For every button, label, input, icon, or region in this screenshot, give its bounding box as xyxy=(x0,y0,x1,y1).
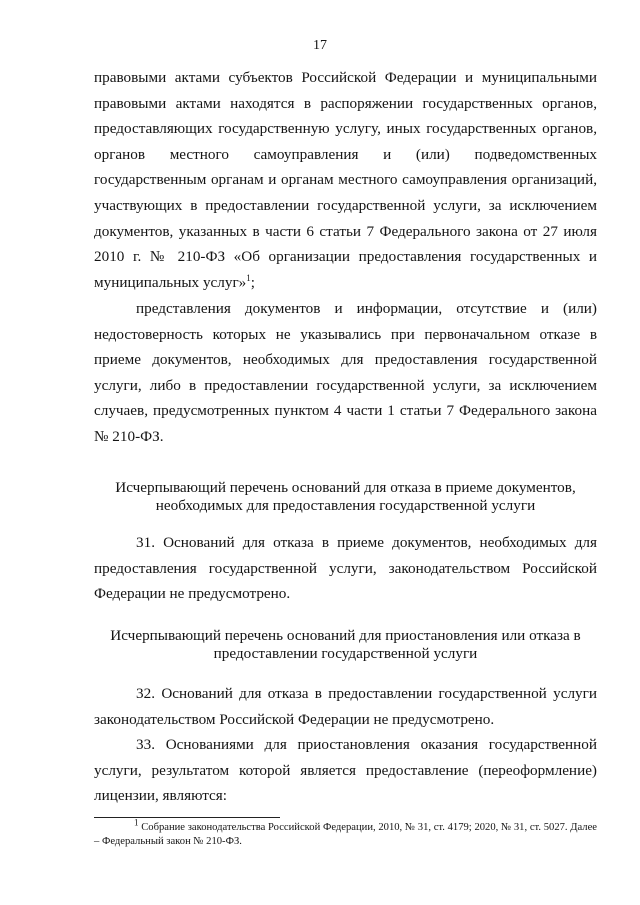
section-heading-suspension: Исчерпывающий перечень оснований для приостановления или отказа в предоставлении государственной услуги xyxy=(110,627,581,662)
paragraph-punctuation: ; xyxy=(250,273,256,291)
paragraph-33: 33. Основаниями для приостановления оказания государственной услуги, результатом которой является предоставление (переоформление) лицензии, являются: xyxy=(94,736,597,805)
paragraph-presentation: представления документов и информации, отсутствие и (или) недостоверность которых не указывались при первоначальном отказе в приеме документов, необходимых для предоставления государственной услуги, либо в предоставлении государственной услуги, за исключением случаев, предусмотренных пунктом 4 части 1 статьи 7 Федерального закона № 210-ФЗ. xyxy=(94,300,597,445)
paragraph-text: правовыми актами субъектов Российской Федерации и муниципальными правовыми актами находятся в распоряжении государственных органов, предоставляющих государственную услугу, иных государственных органов, органов местного самоуправления и (или) подведомственных государственным органам и органам местного самоуправления организаций, участвующих в предоставлении государственной услуги, за исключением документов, указанных в части 6 статьи 7 Федерального закона от 27 июля 2010 г. № 210-ФЗ «Об организации предоставления государственных и муниципальных услуг» xyxy=(94,69,597,291)
footnote-divider xyxy=(94,817,280,818)
footnote-marker: 1 xyxy=(134,817,139,828)
footnote xyxy=(94,817,597,849)
footnote-reference: 1 xyxy=(246,272,251,283)
paragraph-continuation xyxy=(94,65,597,295)
page-number: 17 xyxy=(313,38,327,53)
paragraph-31: 31. Оснований для отказа в приеме документов, необходимых для предоставления государственной услуги, законодательством Российской Федерации не предусмотрено. xyxy=(94,534,597,603)
section-heading-refusal-acceptance: Исчерпывающий перечень оснований для отказа в приеме документов, необходимых для предоставления государственной услуги xyxy=(115,479,576,514)
paragraph-32: 32. Оснований для отказа в предоставлении государственной услуги законодательством Российской Федерации не предусмотрено. xyxy=(94,685,597,728)
footnote-text: Собрание законодательства Российской Федерации, 2010, № 31, ст. 4179; 2020, № 31, ст. 5027. Далее – Федеральный закон № 210-ФЗ. xyxy=(94,822,597,847)
